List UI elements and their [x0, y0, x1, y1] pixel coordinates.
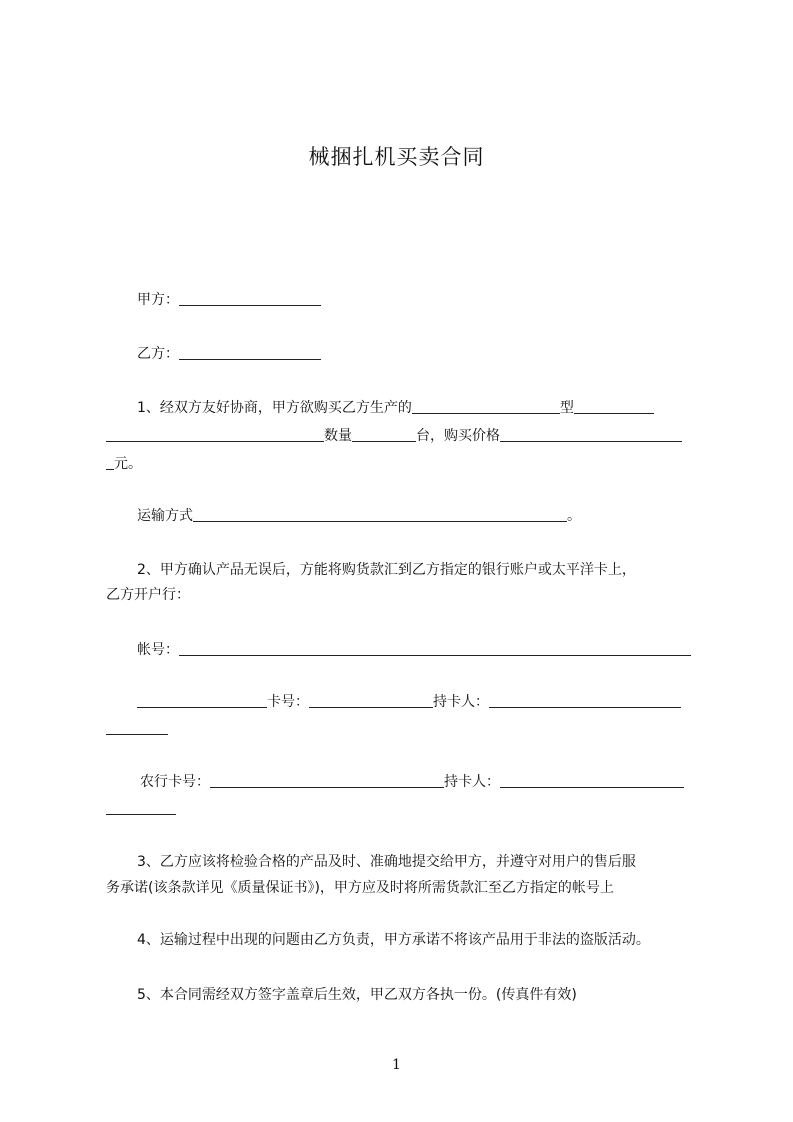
clause5-line: 5、本合同需经双方签字盖章后生效，甲乙双方各执一份。(传真件有效)	[137, 987, 577, 1003]
holder-blank-cont	[106, 734, 168, 735]
party-b-label: 乙方：	[137, 346, 179, 362]
party-a-label: 甲方：	[137, 292, 179, 308]
product-name-blank	[412, 399, 560, 414]
transport-end: 。	[567, 508, 581, 524]
abc-card-blank	[210, 773, 444, 788]
card-label: 卡号：	[267, 694, 309, 710]
yuan-label: 元。	[114, 456, 142, 472]
model-blank-cont	[106, 427, 324, 442]
party-b-blank	[179, 345, 321, 360]
price-blank-cont	[106, 455, 114, 470]
clause1-line2	[106, 426, 682, 446]
clause4-line: 4、运输过程中出现的问题由乙方负责，甲方承诺不将该产品用于非法的盗版活动。	[137, 932, 650, 948]
unit-price-label: 台，购买价格	[416, 428, 500, 444]
transport-line	[137, 506, 581, 526]
abc-card-label: 农行卡号：	[140, 774, 210, 790]
party-b-line	[137, 344, 321, 364]
document-title: 械捆扎机买卖合同	[308, 145, 485, 169]
model-label: 型	[559, 400, 574, 416]
quantity-label: 数量	[324, 428, 352, 444]
model-blank	[574, 399, 654, 414]
account-label: 帐号：	[137, 642, 179, 658]
holder-blank-2	[500, 773, 684, 788]
card-blank	[309, 693, 433, 708]
clause1-line1	[137, 398, 654, 418]
party-a-line	[137, 290, 321, 310]
page-number: 1	[392, 1057, 401, 1073]
clause3-line1: 3、乙方应该将检验合格的产品及时、准确地提交给甲方，并遵守对用户的售后服	[137, 854, 636, 870]
account-line	[137, 640, 691, 660]
bank-blank	[137, 693, 267, 708]
transport-blank	[193, 507, 567, 522]
holder-label: 持卡人：	[433, 694, 489, 710]
abc-card-line	[140, 772, 684, 792]
card-line	[137, 692, 681, 712]
clause2-line2: 乙方开户行：	[106, 587, 190, 603]
holder-blank-2-cont	[106, 814, 176, 815]
account-blank	[179, 641, 691, 656]
holder-blank	[489, 693, 681, 708]
clause3-line2: 务承诺(该条款详见《质量保证书》)，甲方应及时将所需货款汇至乙方指定的帐号上	[106, 880, 614, 896]
clause1-line3	[106, 454, 142, 474]
holder-label-2: 持卡人：	[444, 774, 500, 790]
clause1-text: 1、经双方友好协商，甲方欲购买乙方生产的	[137, 400, 412, 416]
party-a-blank	[179, 291, 321, 306]
transport-label: 运输方式	[137, 508, 193, 524]
price-blank	[500, 427, 682, 442]
clause2-line1: 2、甲方确认产品无误后，方能将购货款汇到乙方指定的银行账户或太平洋卡上，	[137, 562, 636, 578]
quantity-blank	[352, 427, 416, 442]
